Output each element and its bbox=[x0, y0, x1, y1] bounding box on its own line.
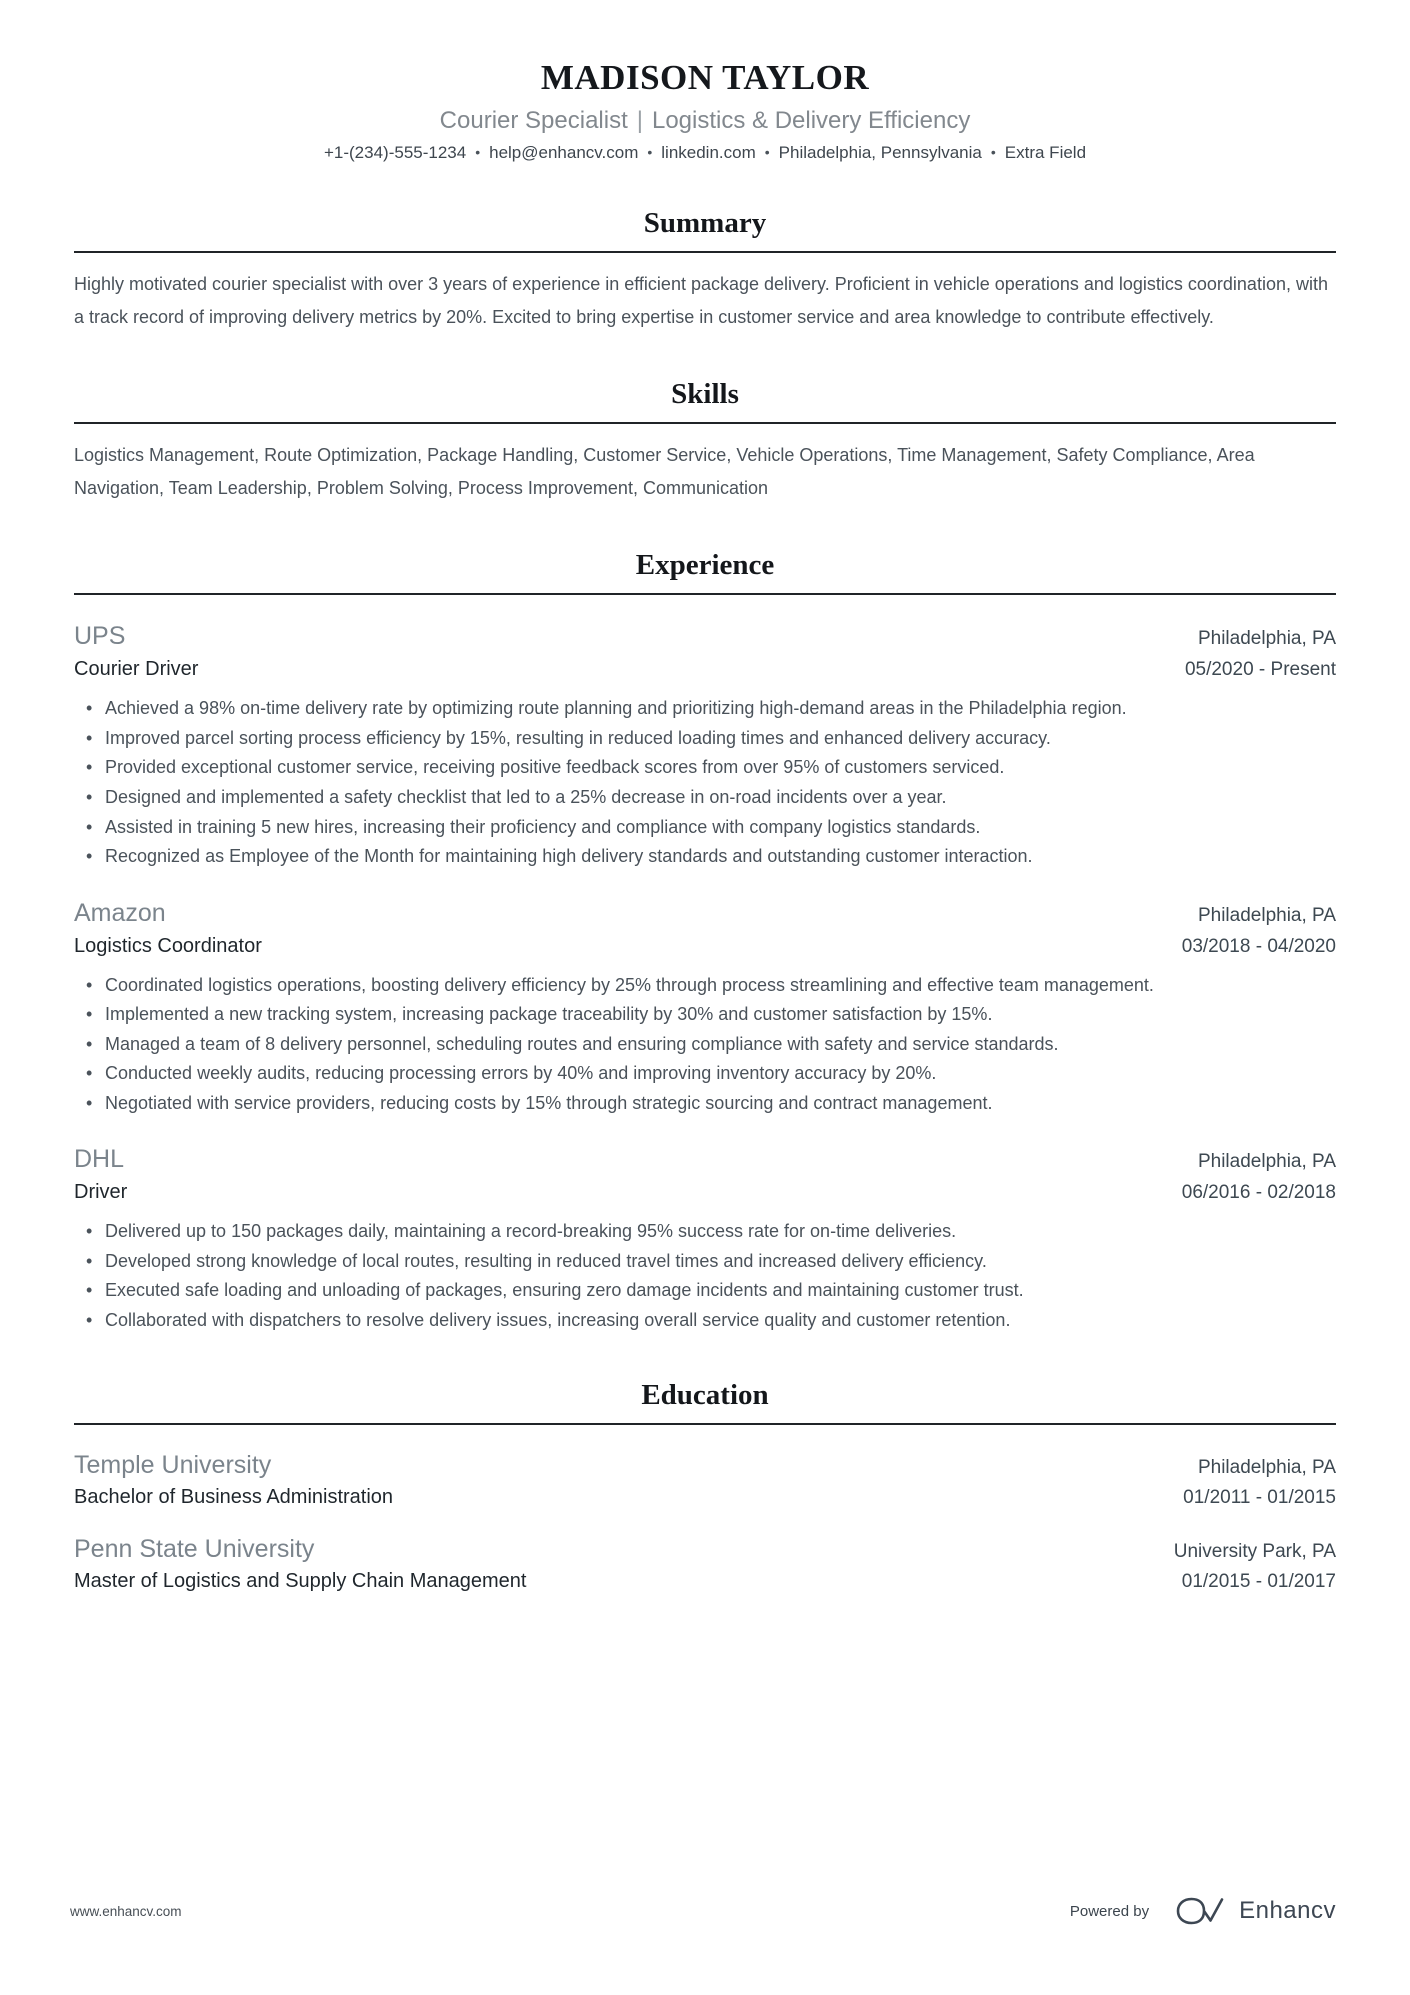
powered-by-label: Powered by bbox=[1069, 1902, 1150, 1920]
job-title: Driver bbox=[74, 1181, 128, 1204]
bullet-item: • Developed strong knowledge of local routes, resulting in reduced travel times and increased delivery efficiency. bbox=[84, 1247, 1336, 1277]
school-location: University Park, PA bbox=[1173, 1541, 1336, 1563]
bullet-item: • Assisted in training 5 new hires, increasing their proficiency and compliance with company logistics standards. bbox=[84, 813, 1336, 843]
contact-separator-icon: • bbox=[647, 144, 653, 160]
powered-by-block bbox=[1070, 1895, 1336, 1927]
skills-section bbox=[74, 378, 1336, 505]
education-heading: Education bbox=[74, 1379, 1336, 1425]
school-location: Philadelphia, PA bbox=[1197, 1457, 1336, 1479]
bullet-item: • Coordinated logistics operations, boosting delivery efficiency by 25% through process streamlining and effective team management. bbox=[84, 971, 1336, 1001]
experience-heading: Experience bbox=[74, 549, 1336, 595]
bullet-item: • Executed safe loading and unloading of packages, ensuring zero damage incidents and maintaining customer trust. bbox=[84, 1276, 1336, 1306]
job-dates: 03/2018 - 04/2020 bbox=[1181, 935, 1336, 957]
experience-entry-amazon bbox=[74, 899, 1336, 1119]
bullet-item: • Implemented a new tracking system, increasing package traceability by 30% and customer satisfaction by 15%. bbox=[84, 1000, 1336, 1030]
education-entry-temple bbox=[74, 1451, 1336, 1509]
resume-header bbox=[74, 58, 1336, 163]
job-bullet-list bbox=[74, 971, 1336, 1119]
job-location: Philadelphia, PA bbox=[1197, 904, 1336, 926]
job-location: Philadelphia, PA bbox=[1197, 1151, 1336, 1173]
company-name: DHL bbox=[74, 1145, 125, 1174]
bullet-item: • Delivered up to 150 packages daily, maintaining a record-breaking 95% success rate for on-time deliveries. bbox=[84, 1217, 1336, 1247]
company-name: UPS bbox=[74, 622, 126, 651]
contact-linkedin-link[interactable]: linkedin.com bbox=[661, 143, 756, 162]
job-dates: 05/2020 - Present bbox=[1184, 659, 1336, 681]
enhancv-brand-link[interactable]: Enhancv bbox=[1239, 1897, 1336, 1924]
bullet-item: • Conducted weekly audits, reducing processing errors by 40% and improving inventory accuracy by 20%. bbox=[84, 1059, 1336, 1089]
job-title: Courier Driver bbox=[74, 658, 199, 681]
experience-entry-dhl bbox=[74, 1145, 1336, 1335]
school-name: Temple University bbox=[74, 1451, 272, 1480]
contact-location: Philadelphia, Pennsylvania bbox=[778, 143, 982, 162]
school-name: Penn State University bbox=[74, 1535, 315, 1564]
degree-name: Master of Logistics and Supply Chain Management bbox=[74, 1570, 527, 1593]
contact-separator-icon: • bbox=[475, 144, 481, 160]
education-dates: 01/2015 - 01/2017 bbox=[1181, 1571, 1336, 1593]
education-entry-penn-state bbox=[74, 1535, 1336, 1593]
bullet-item: • Negotiated with service providers, reducing costs by 15% through strategic sourcing and contract management. bbox=[84, 1089, 1336, 1119]
enhancv-website-link[interactable]: www.enhancv.com bbox=[70, 1903, 182, 1919]
job-location: Philadelphia, PA bbox=[1197, 628, 1336, 650]
skills-text: Logistics Management, Route Optimization, Package Handling, Customer Service, Vehicle Operations, Time Management, Safety Compliance, Area Navigation, Team Leadership, Problem Solving, Process Improvement, Communication bbox=[74, 445, 1255, 499]
enhancv-infinity-check-icon bbox=[1175, 1895, 1227, 1927]
summary-section bbox=[74, 207, 1336, 334]
company-name: Amazon bbox=[74, 898, 166, 927]
contact-separator-icon: • bbox=[764, 144, 770, 160]
page-footer bbox=[70, 1895, 1336, 1927]
contact-extra-field: Extra Field bbox=[1004, 143, 1087, 162]
bullet-item: • Achieved a 98% on-time delivery rate by optimizing route planning and prioritizing high-demand areas in the Philadelphia region. bbox=[84, 694, 1336, 724]
education-dates: 01/2011 - 01/2015 bbox=[1183, 1487, 1336, 1509]
bullet-item: • Recognized as Employee of the Month for maintaining high delivery standards and outstanding customer interaction. bbox=[84, 842, 1336, 872]
headline-subtitle: Logistics & Delivery Efficiency bbox=[651, 107, 971, 134]
headline-separator: | bbox=[636, 107, 643, 134]
contact-line bbox=[74, 143, 1336, 163]
experience-entry-ups bbox=[74, 622, 1336, 871]
degree-name: Bachelor of Business Administration bbox=[74, 1486, 394, 1509]
bullet-item: • Provided exceptional customer service, receiving positive feedback scores from over 95% of customers serviced. bbox=[84, 753, 1336, 783]
experience-section bbox=[74, 549, 1336, 1335]
contact-email-link[interactable]: help@enhancv.com bbox=[489, 143, 639, 162]
headline bbox=[74, 107, 1336, 135]
skills-heading: Skills bbox=[74, 378, 1336, 424]
summary-heading: Summary bbox=[74, 207, 1336, 253]
bullet-item: • Designed and implemented a safety checklist that led to a 25% decrease in on-road incidents over a year. bbox=[84, 783, 1336, 813]
contact-separator-icon: • bbox=[990, 144, 996, 160]
job-title: Logistics Coordinator bbox=[74, 934, 262, 957]
person-name: MADISON TAYLOR bbox=[540, 58, 870, 97]
job-bullet-list bbox=[74, 1217, 1336, 1335]
job-bullet-list bbox=[74, 694, 1336, 871]
education-section bbox=[74, 1379, 1336, 1593]
headline-title: Courier Specialist bbox=[439, 107, 628, 134]
summary-text: Highly motivated courier specialist with over 3 years of experience in efficient package delivery. Proficient in vehicle operations and logistics coordination, with a track record of improving delivery metrics by 20%. Excited to bring expertise in customer service and area knowledge to contribute effectively. bbox=[74, 274, 1328, 328]
bullet-item: • Improved parcel sorting process efficiency by 15%, resulting in reduced loading times and enhanced delivery accuracy. bbox=[84, 724, 1336, 754]
bullet-item: • Managed a team of 8 delivery personnel, scheduling routes and ensuring compliance with safety and service standards. bbox=[84, 1030, 1336, 1060]
job-dates: 06/2016 - 02/2018 bbox=[1181, 1182, 1336, 1204]
bullet-item: • Collaborated with dispatchers to resolve delivery issues, increasing overall service quality and customer retention. bbox=[84, 1306, 1336, 1336]
contact-phone: +1-(234)-555-1234 bbox=[323, 143, 467, 162]
